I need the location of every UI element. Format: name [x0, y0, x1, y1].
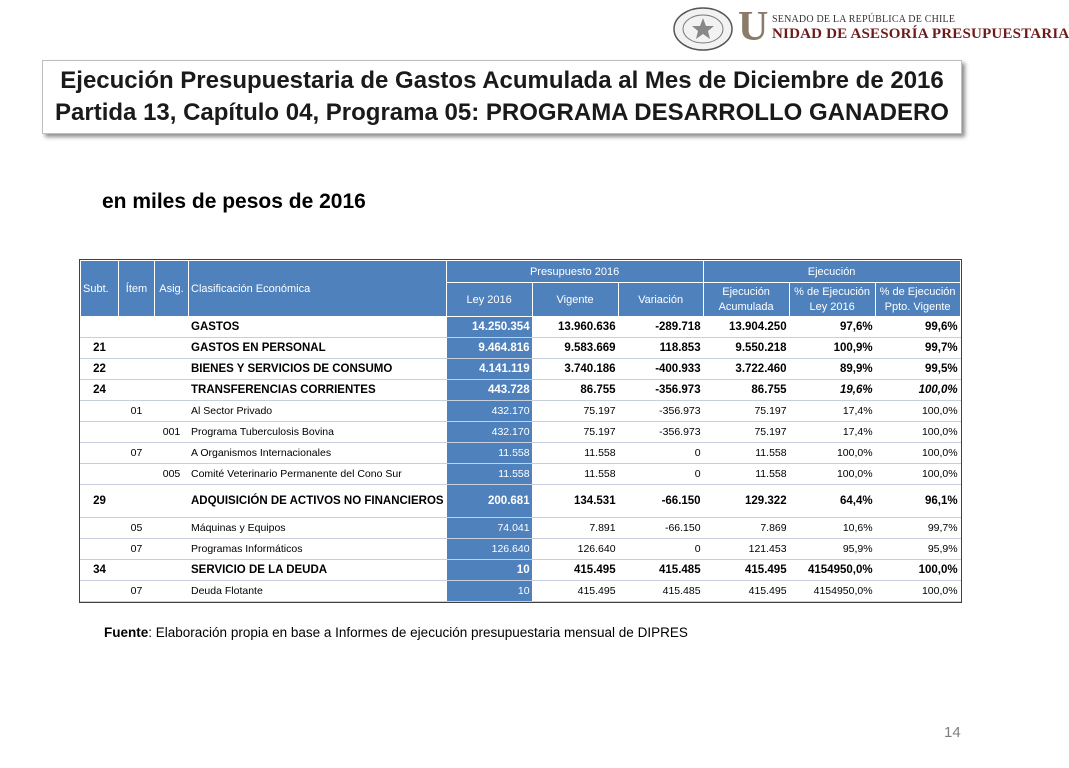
- cell-desc: SERVICIO DE LA DEUDA: [189, 560, 447, 581]
- cell-ley: 200.681: [446, 485, 532, 518]
- cell-variacion: 0: [618, 464, 703, 485]
- cell-subt: [81, 401, 119, 422]
- cell-subt: [81, 518, 119, 539]
- cell-desc: GASTOS: [189, 317, 447, 338]
- col-pct-vig-line2: Ppto. Vigente: [884, 300, 951, 313]
- cell-desc: Deuda Flotante: [189, 581, 447, 602]
- cell-item: [119, 338, 155, 359]
- cell-ley: 10: [446, 581, 532, 602]
- cell-pct-vig: 100,0%: [875, 401, 960, 422]
- cell-pct-ley: 10,6%: [789, 518, 875, 539]
- cell-pct-vig: 99,6%: [875, 317, 960, 338]
- group-presupuesto: Presupuesto 2016: [446, 261, 703, 283]
- cell-asig: 005: [155, 464, 189, 485]
- page-number: 14: [944, 724, 961, 741]
- cell-pct-ley: 100,0%: [789, 443, 875, 464]
- cell-item: [119, 359, 155, 380]
- cell-subt: [81, 539, 119, 560]
- table-row: [81, 422, 961, 443]
- cell-pct-vig: 100,0%: [875, 380, 960, 401]
- cell-pct-vig: 99,7%: [875, 338, 960, 359]
- col-asig: Asig.: [155, 261, 189, 317]
- table-row: [81, 359, 961, 380]
- cell-pct-vig: 99,5%: [875, 359, 960, 380]
- cell-item: [119, 464, 155, 485]
- col-pct-vig-line1: % de Ejecución: [879, 285, 956, 298]
- cell-desc: Al Sector Privado: [189, 401, 447, 422]
- cell-asig: [155, 401, 189, 422]
- cell-vigente: 11.558: [532, 443, 618, 464]
- cell-subt: 24: [81, 380, 119, 401]
- cell-pct-ley: 4154950,0%: [789, 581, 875, 602]
- cell-desc: A Organismos Internacionales: [189, 443, 447, 464]
- cell-desc: ADQUISICIÓN DE ACTIVOS NO FINANCIEROS: [189, 485, 447, 518]
- source-text: : Elaboración propia en base a Informes de ejecución presupuestaria mensual de DIPRES: [148, 625, 688, 640]
- col-ejec-line1: Ejecución: [722, 285, 770, 298]
- cell-asig: [155, 485, 189, 518]
- cell-asig: [155, 581, 189, 602]
- cell-asig: [155, 359, 189, 380]
- col-pct-ley-line1: % de Ejecución: [794, 285, 870, 298]
- cell-pct-vig: 100,0%: [875, 581, 960, 602]
- cell-vigente: 75.197: [532, 401, 618, 422]
- cell-variacion: -66.150: [618, 518, 703, 539]
- table-row: [81, 401, 961, 422]
- cell-ley: 443.728: [446, 380, 532, 401]
- cell-ley: 14.250.354: [446, 317, 532, 338]
- logo-unidad-text: NIDAD DE ASESORÍA PRESUPUESTARIA: [772, 26, 1069, 42]
- cell-ejec: 11.558: [703, 464, 789, 485]
- cell-variacion: -356.973: [618, 422, 703, 443]
- table-row: [81, 443, 961, 464]
- table-row: [81, 518, 961, 539]
- col-pct-ley-line2: Ley 2016: [809, 300, 855, 313]
- col-pct-ley: [789, 283, 875, 317]
- cell-ley: 11.558: [446, 464, 532, 485]
- cell-variacion: 415.485: [618, 581, 703, 602]
- cell-pct-vig: 99,7%: [875, 518, 960, 539]
- cell-asig: [155, 338, 189, 359]
- source-note: [104, 625, 688, 640]
- cell-subt: [81, 422, 119, 443]
- cell-ley: 10: [446, 560, 532, 581]
- title-line-1: Ejecución Presupuestaria de Gastos Acumulada al Mes de Diciembre de 2016: [60, 67, 944, 94]
- cell-vigente: 9.583.669: [532, 338, 618, 359]
- cell-vigente: 75.197: [532, 422, 618, 443]
- cell-subt: [81, 317, 119, 338]
- cell-vigente: 415.495: [532, 560, 618, 581]
- cell-subt: 34: [81, 560, 119, 581]
- table-row: [81, 581, 961, 602]
- cell-asig: [155, 443, 189, 464]
- cell-variacion: -289.718: [618, 317, 703, 338]
- logo-big-letter: U: [738, 4, 769, 50]
- subtitle: en miles de pesos de 2016: [102, 190, 366, 213]
- cell-asig: 001: [155, 422, 189, 443]
- cell-vigente: 415.495: [532, 581, 618, 602]
- cell-vigente: 13.960.636: [532, 317, 618, 338]
- cell-vigente: 126.640: [532, 539, 618, 560]
- cell-ley: 432.170: [446, 422, 532, 443]
- title-line-2: Partida 13, Capítulo 04, Programa 05: PROGRAMA DESARROLLO GANADERO: [55, 99, 949, 126]
- cell-desc: BIENES Y SERVICIOS DE CONSUMO: [189, 359, 447, 380]
- budget-table: [80, 260, 961, 602]
- col-item: Ítem: [119, 261, 155, 317]
- cell-variacion: 0: [618, 443, 703, 464]
- cell-item: 07: [119, 539, 155, 560]
- cell-item: 01: [119, 401, 155, 422]
- cell-pct-ley: 89,9%: [789, 359, 875, 380]
- cell-item: 05: [119, 518, 155, 539]
- table-row: [81, 485, 961, 518]
- cell-pct-ley: 100,9%: [789, 338, 875, 359]
- cell-subt: 29: [81, 485, 119, 518]
- cell-ley: 432.170: [446, 401, 532, 422]
- title-box: [42, 60, 962, 134]
- cell-ejec: 75.197: [703, 401, 789, 422]
- senado-seal-icon: [672, 6, 734, 52]
- cell-variacion: -400.933: [618, 359, 703, 380]
- cell-subt: [81, 464, 119, 485]
- cell-asig: [155, 380, 189, 401]
- cell-desc: Comité Veterinario Permanente del Cono Sur: [189, 464, 447, 485]
- cell-variacion: -356.973: [618, 380, 703, 401]
- cell-variacion: -66.150: [618, 485, 703, 518]
- cell-subt: [81, 581, 119, 602]
- cell-ley: 11.558: [446, 443, 532, 464]
- cell-ejec: 415.495: [703, 560, 789, 581]
- col-subt: Subt.: [81, 261, 119, 317]
- cell-variacion: -356.973: [618, 401, 703, 422]
- table-row: [81, 380, 961, 401]
- cell-vigente: 3.740.186: [532, 359, 618, 380]
- table-row: [81, 539, 961, 560]
- cell-subt: 22: [81, 359, 119, 380]
- cell-desc: TRANSFERENCIAS CORRIENTES: [189, 380, 447, 401]
- col-ejecucion-acumulada: [703, 283, 789, 317]
- cell-ejec: 13.904.250: [703, 317, 789, 338]
- cell-pct-vig: 100,0%: [875, 443, 960, 464]
- cell-vigente: 11.558: [532, 464, 618, 485]
- cell-pct-vig: 100,0%: [875, 560, 960, 581]
- cell-ejec: 3.722.460: [703, 359, 789, 380]
- cell-pct-ley: 17,4%: [789, 401, 875, 422]
- cell-asig: [155, 560, 189, 581]
- cell-pct-ley: 100,0%: [789, 464, 875, 485]
- cell-pct-ley: 19,6%: [789, 380, 875, 401]
- table-row: [81, 317, 961, 338]
- cell-vigente: 7.891: [532, 518, 618, 539]
- cell-subt: [81, 443, 119, 464]
- cell-desc: GASTOS EN PERSONAL: [189, 338, 447, 359]
- cell-asig: [155, 539, 189, 560]
- cell-ejec: 121.453: [703, 539, 789, 560]
- source-label: Fuente: [104, 625, 149, 640]
- cell-item: 07: [119, 443, 155, 464]
- cell-pct-vig: 100,0%: [875, 422, 960, 443]
- cell-asig: [155, 317, 189, 338]
- cell-pct-ley: 64,4%: [789, 485, 875, 518]
- cell-desc: Máquinas y Equipos: [189, 518, 447, 539]
- cell-ejec: 7.869: [703, 518, 789, 539]
- table-row: [81, 464, 961, 485]
- logo-senado-text: SENADO DE LA REPÚBLICA DE CHILE: [772, 14, 956, 25]
- cell-pct-ley: 17,4%: [789, 422, 875, 443]
- senado-logo: [672, 4, 1069, 52]
- cell-vigente: 86.755: [532, 380, 618, 401]
- cell-ejec: 9.550.218: [703, 338, 789, 359]
- cell-vigente: 134.531: [532, 485, 618, 518]
- table-row: [81, 338, 961, 359]
- col-vigente: Vigente: [532, 283, 618, 317]
- cell-pct-ley: 4154950,0%: [789, 560, 875, 581]
- cell-subt: 21: [81, 338, 119, 359]
- cell-ejec: 86.755: [703, 380, 789, 401]
- cell-ejec: 11.558: [703, 443, 789, 464]
- cell-pct-vig: 96,1%: [875, 485, 960, 518]
- col-ejec-line2: Acumulada: [718, 300, 774, 313]
- cell-variacion: 415.485: [618, 560, 703, 581]
- cell-item: [119, 380, 155, 401]
- cell-variacion: 118.853: [618, 338, 703, 359]
- cell-ejec: 129.322: [703, 485, 789, 518]
- cell-variacion: 0: [618, 539, 703, 560]
- cell-pct-vig: 100,0%: [875, 464, 960, 485]
- cell-ley: 126.640: [446, 539, 532, 560]
- cell-ejec: 415.495: [703, 581, 789, 602]
- col-ley: Ley 2016: [446, 283, 532, 317]
- table-row: [81, 560, 961, 581]
- cell-item: 07: [119, 581, 155, 602]
- cell-ley: 4.141.119: [446, 359, 532, 380]
- cell-item: [119, 485, 155, 518]
- cell-desc: Programa Tuberculosis Bovina: [189, 422, 447, 443]
- col-clasificacion: Clasificación Económica: [189, 261, 447, 317]
- cell-pct-ley: 95,9%: [789, 539, 875, 560]
- cell-ley: 74.041: [446, 518, 532, 539]
- cell-item: [119, 560, 155, 581]
- cell-desc: Programas Informáticos: [189, 539, 447, 560]
- cell-ley: 9.464.816: [446, 338, 532, 359]
- cell-pct-ley: 97,6%: [789, 317, 875, 338]
- cell-pct-vig: 95,9%: [875, 539, 960, 560]
- cell-item: [119, 422, 155, 443]
- col-variacion: Variación: [618, 283, 703, 317]
- cell-ejec: 75.197: [703, 422, 789, 443]
- cell-asig: [155, 518, 189, 539]
- col-pct-vigente: [875, 283, 960, 317]
- group-ejecucion: Ejecución: [703, 261, 960, 283]
- cell-item: [119, 317, 155, 338]
